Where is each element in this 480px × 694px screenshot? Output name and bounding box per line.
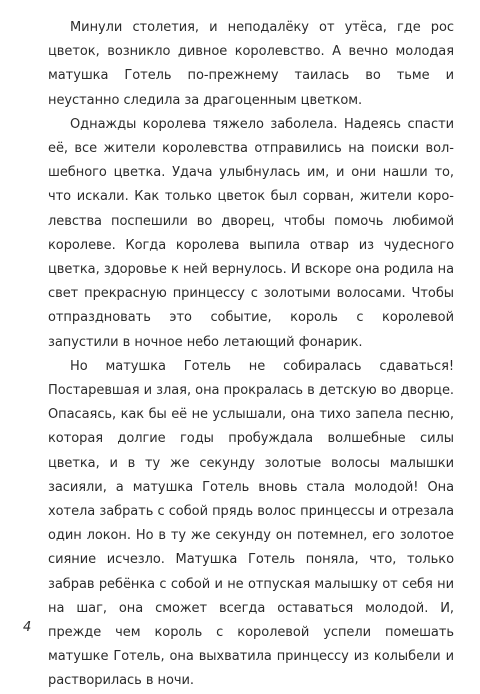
page-number: 4	[23, 620, 32, 635]
paragraph-1: Минули столетия, и неподалёку от утёса, где рос цветок, возникло дивное королевство. А вечно молодая матушка Готель по-прежнему таилась во тьме и неустанно следила за драгоценным цветком.	[48, 20, 454, 108]
paragraph-3: Но матушка Готель не собиралась сдаваться! Постаревшая и злая, она прокралась в детскую во дворце. Опасаясь, как бы её не услышали, она тихо запела песню, которая долгие годы пробуждала волшебные силы цветка, и в ту же секунду золотые волосы малышки засияли, а матушка Готель вновь стала молодой! Она хотела забрать с собой прядь волос принцессы и отрезала один локон. Но в ту же секунду он потемнел, его золотое сияние исчезло. Матушка Готель поняла, что, только забрав ребёнка с собой и не отпуская малышку от себя ни на шаг, она сможет всегда оставаться молодой. И, прежде чем король с королевой успели помешать матушке Готель, она выхватила принцессу из колыбели и растворилась в ночи.	[48, 358, 454, 689]
body-text	[48, 16, 454, 694]
paragraph-2: Однажды королева тяжело заболела. Надеясь спасти её, все жители королевства отправились на поиски волшебного цветка. Удача улыбнулась им, и они нашли то, что искали. Как только цветок был сорван, жители королевства поспешили во дворец, чтобы помочь любимой королеве. Когда королева выпила отвар из чудесного цветка, здоровье к ней вернулось. И вскоре она родила на свет прекрасную принцессу с золотыми волосами. Чтобы отпраздновать это событие, король с королевой запустили в ночное небо летающий фонарик.	[48, 116, 454, 350]
